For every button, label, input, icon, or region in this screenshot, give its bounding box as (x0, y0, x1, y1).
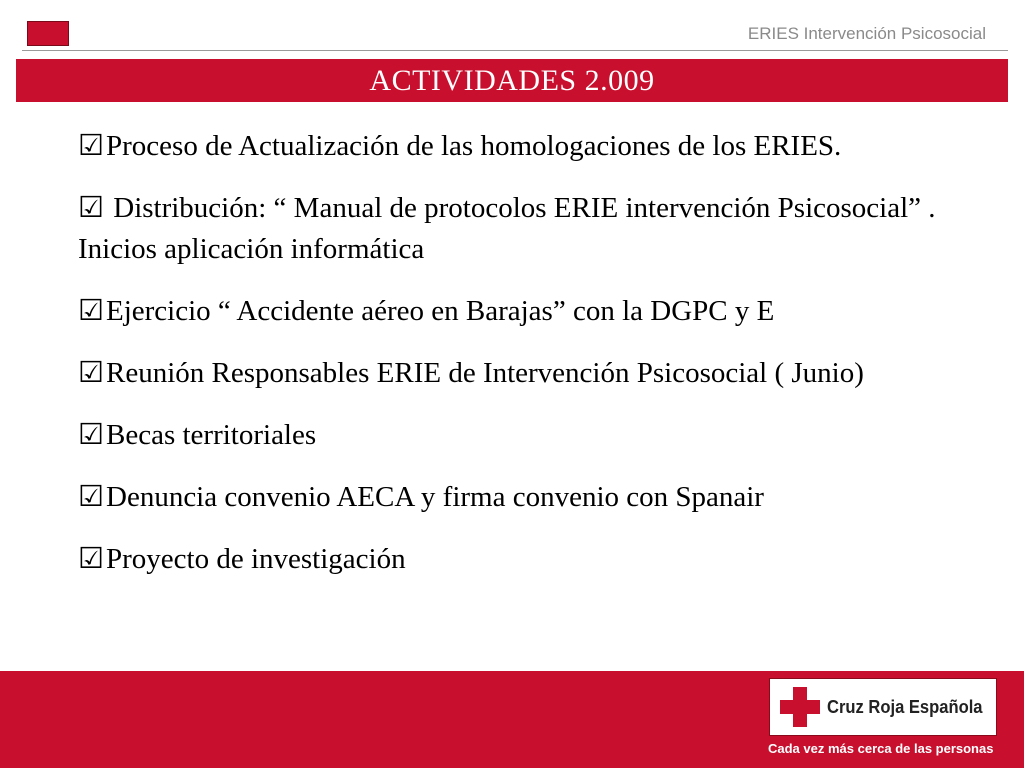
list-item (78, 539, 938, 580)
footer-tagline: Cada vez más cerca de las personas (768, 741, 994, 756)
bullet-list (78, 126, 938, 601)
list-item-text: Becas territoriales (106, 419, 317, 451)
list-item (78, 353, 938, 394)
checkbox-checked-icon: ☑ (78, 357, 104, 389)
slide-title: ACTIVIDADES 2.009 (369, 63, 655, 97)
list-item-text: Ejercicio “ Accidente aéreo en Barajas” con la DGPC y E (106, 295, 775, 327)
header-title: ERIES Intervención Psicosocial (747, 24, 986, 43)
list-item (78, 188, 938, 270)
list-item (78, 477, 938, 518)
cruz-roja-logo (769, 678, 997, 736)
checkbox-checked-icon: ☑ (78, 419, 104, 451)
checkbox-checked-icon: ☑ (78, 543, 104, 575)
list-item-text: Distribución: “ Manual de protocolos ERIE intervención Psicosocial” . Inicios aplicación informática (78, 192, 936, 265)
header-divider (22, 50, 1008, 51)
logo-text: Cruz Roja Española (826, 696, 983, 717)
list-item (78, 415, 938, 456)
list-item (78, 126, 938, 167)
checkbox-checked-icon: ☑ (78, 481, 104, 513)
list-item-text: Denuncia convenio AECA y firma convenio con Spanair (106, 481, 764, 513)
list-item-text: Proceso de Actualización de las homologaciones de los ERIES. (106, 130, 842, 162)
list-item-text: Reunión Responsables ERIE de Intervención Psicosocial ( Junio) (106, 357, 864, 389)
corner-decoration (27, 21, 69, 46)
checkbox-checked-icon: ☑ (78, 192, 104, 224)
title-band (16, 59, 1008, 102)
checkbox-checked-icon: ☑ (78, 130, 104, 162)
list-item-text: Proyecto de investigación (106, 543, 406, 575)
checkbox-checked-icon: ☑ (78, 295, 104, 327)
list-item (78, 291, 938, 332)
red-cross-icon (780, 687, 817, 727)
